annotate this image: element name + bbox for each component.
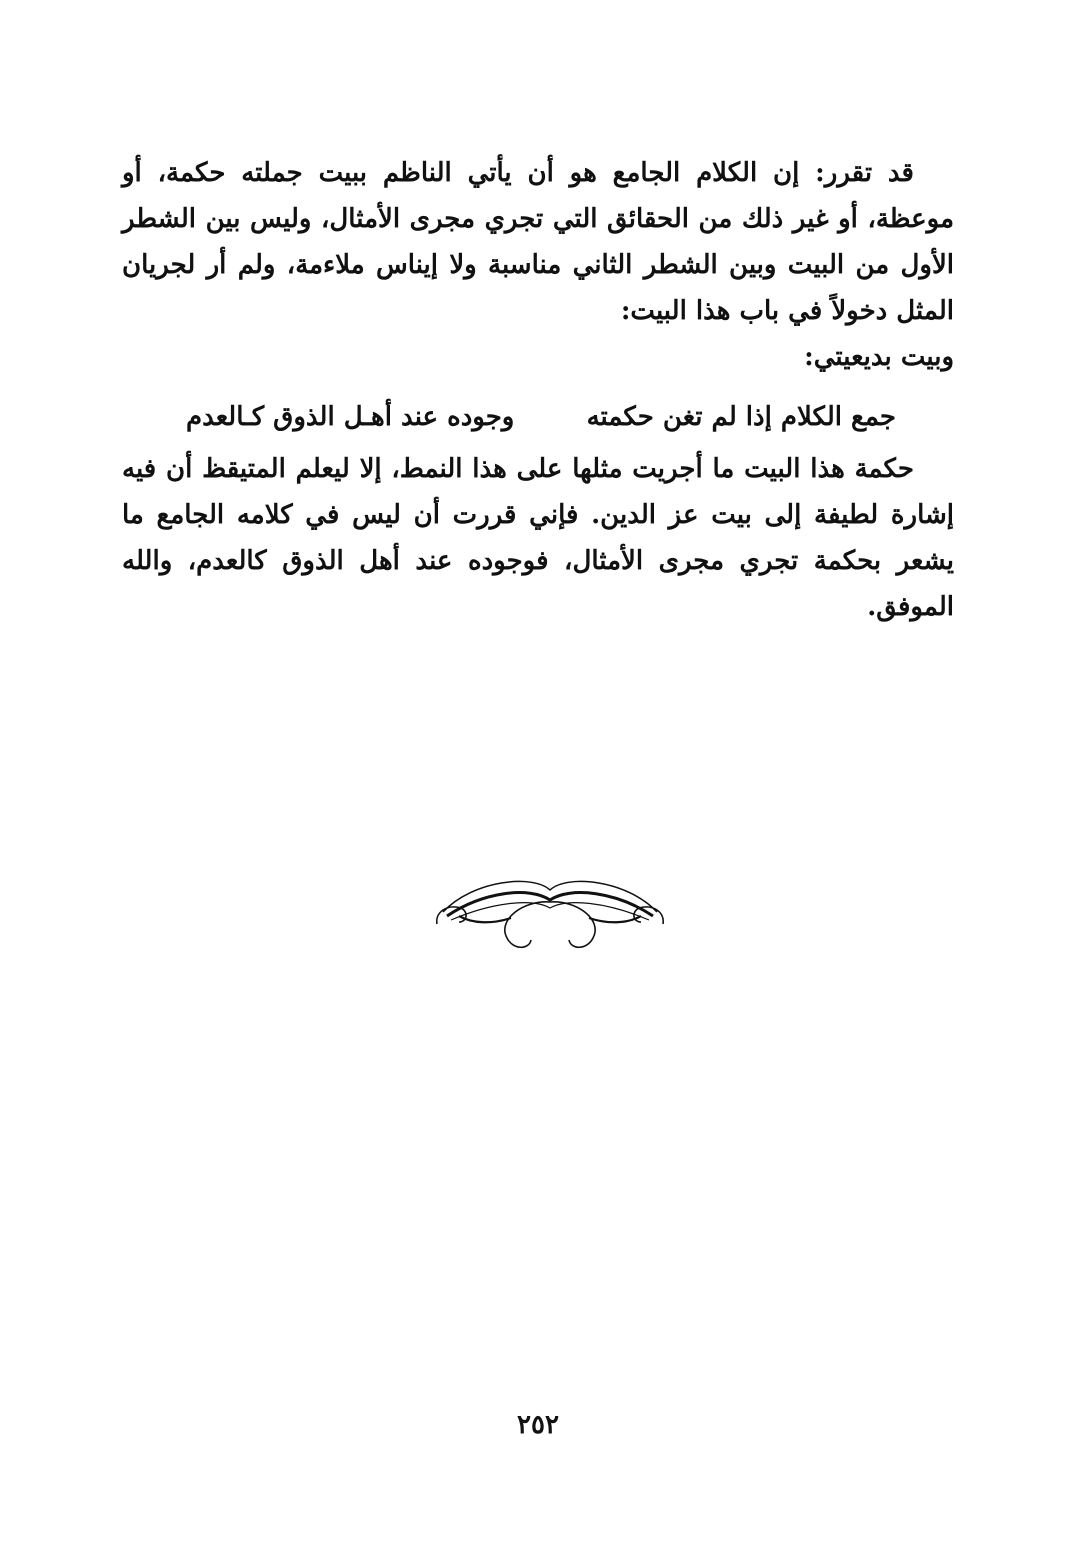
paragraph-intro-verse: وبيت بديعيتي: — [804, 342, 954, 372]
poem-verse — [122, 394, 954, 440]
page-number: ٢٥٢ — [517, 1410, 559, 1440]
main-text — [122, 150, 954, 630]
verse-first-hemistich: جمع الكلام إذا لم تغن حكمته — [586, 402, 896, 432]
verse-second-hemistich: وجوده عند أهـل الذوق كـالعدم — [186, 402, 515, 432]
flourish-ornament-icon — [433, 872, 667, 956]
paragraph-commentary: حكمة هذا البيت ما أجريت مثلها على هذا النمط، إلا ليعلم المتيقظ أن فيه إشارة لطيفة إلى بيت عز الدين. فإني قررت أن ليس في كلامه الجامع ما يشعر بحكمة تجري مجرى الأمثال، فوجوده عند أهل الذوق كالعدم، والله الموفق. — [122, 454, 954, 622]
paragraph-definition: قد تقرر: إن الكلام الجامع هو أن يأتي الناظم ببيت جملته حكمة، أو موعظة، أو غير ذلك من الحقائق التي تجري مجرى الأمثال، وليس بين الشطر الأول من البيت وبين الشطر الثاني مناسبة ولا إيناس ملاءمة، ولم أر لجريان المثل دخولاً في باب هذا البيت: — [122, 158, 954, 326]
